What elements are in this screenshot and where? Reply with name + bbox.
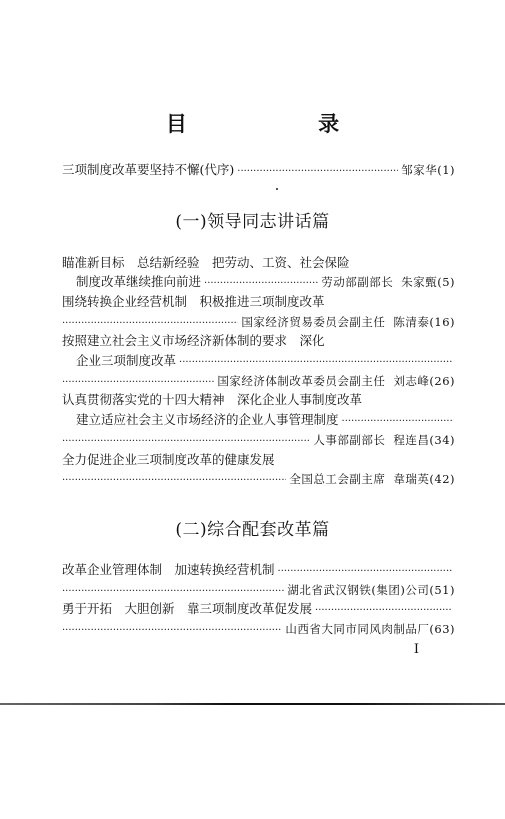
dot-leader — [342, 413, 452, 431]
toc-entry-7-line1[interactable] — [62, 600, 455, 618]
toc-entry-5-line2[interactable] — [62, 470, 455, 488]
dot-leader — [62, 315, 238, 333]
dot-leader — [62, 622, 282, 640]
entry-title: 勇于开拓 大胆创新 靠三项制度改革促发展 — [62, 601, 313, 616]
scan-speck — [276, 188, 278, 190]
toc-entry-5-line1[interactable] — [62, 451, 455, 469]
entry-author: 湖北省武汉钢铁(集团)公司(51) — [287, 583, 455, 597]
entry-title: 瞄准新目标 总结新经验 把劳动、工资、社会保险 — [62, 255, 350, 270]
dot-leader — [179, 354, 452, 372]
author-position: 劳动部副部长 — [321, 275, 394, 289]
toc-entry-2-line1[interactable] — [62, 293, 455, 311]
entry-author — [321, 273, 455, 291]
dot-leader — [278, 563, 452, 581]
author-page-ref: 韋瑞英(42) — [393, 472, 455, 486]
toc-entry-4-line2[interactable] — [76, 411, 455, 429]
entry-title: 三项制度改革要坚持不懈(代序) — [62, 162, 235, 177]
author-page-ref: 刘志峰(26) — [393, 374, 455, 388]
dot-leader — [62, 583, 284, 601]
entry-title: 改革企业管理体制 加速转换经营机制 — [62, 562, 275, 577]
scan-edge-rule — [0, 703, 505, 705]
entry-title-cont: 企业三项制度改革 — [76, 353, 177, 368]
toc-entry-4-line3[interactable] — [62, 431, 455, 449]
toc-entry-7-line2[interactable] — [62, 620, 455, 638]
toc-entry-3-line3[interactable] — [62, 372, 455, 390]
author-position: 全国总工会副主席 — [289, 472, 386, 486]
entry-author — [241, 313, 455, 331]
toc-entry-3-line2[interactable] — [76, 352, 455, 370]
entry-page-ref: 邹家华(1) — [401, 163, 455, 177]
toc-entry-6-line2[interactable] — [62, 581, 455, 599]
dot-leader — [204, 275, 318, 293]
page-number: I — [413, 642, 419, 657]
entry-title: 认真贯彻落实党的十四大精神 深化企业人事制度改革 — [62, 392, 363, 407]
section-heading-2: (二)综合配套改革篇 — [175, 520, 330, 540]
author-position: 国家经济体制改革委员会副主任 — [217, 374, 386, 388]
author-page-ref: 程连昌(34) — [393, 433, 455, 447]
author-position: 人事部副部长 — [313, 433, 386, 447]
dot-leader — [62, 374, 214, 392]
toc-entry-preface[interactable] — [62, 161, 455, 179]
author-page-ref: 陈清泰(16) — [393, 315, 455, 329]
entry-title: 按照建立社会主义市场经济新体制的要求 深化 — [62, 333, 325, 348]
entry-title: 全力促进企业三项制度改革的健康发展 — [62, 452, 275, 467]
toc-entry-1-line2[interactable] — [76, 273, 455, 291]
author-position: 国家经济贸易委员会副主任 — [241, 315, 386, 329]
entry-author — [289, 470, 455, 488]
toc-entry-1-line1[interactable] — [62, 254, 455, 272]
toc-entry-6-line1[interactable] — [62, 561, 455, 579]
entry-title: 围绕转换企业经营机制 积极推进三项制度改革 — [62, 294, 325, 309]
dot-leader — [237, 163, 398, 181]
entry-author: 山西省大同市同风肉制品厂(63) — [285, 622, 455, 636]
toc-entry-4-line1[interactable] — [62, 391, 455, 409]
entry-title-cont: 建立适应社会主义市场经济的企业人事管理制度 — [76, 412, 339, 427]
page-title: 目 录 — [165, 112, 402, 136]
section-heading-1: (一)领导同志讲话篇 — [175, 212, 330, 232]
entry-author — [217, 372, 455, 390]
entry-author — [313, 431, 455, 449]
entry-title-cont: 制度改革继续推向前进 — [76, 274, 202, 289]
toc-entry-3-line1[interactable] — [62, 332, 455, 350]
dot-leader — [62, 433, 310, 451]
dot-leader — [315, 602, 452, 620]
author-page-ref: 朱家甄(5) — [401, 275, 455, 289]
toc-entry-2-line2[interactable] — [62, 313, 455, 331]
dot-leader — [62, 472, 286, 490]
